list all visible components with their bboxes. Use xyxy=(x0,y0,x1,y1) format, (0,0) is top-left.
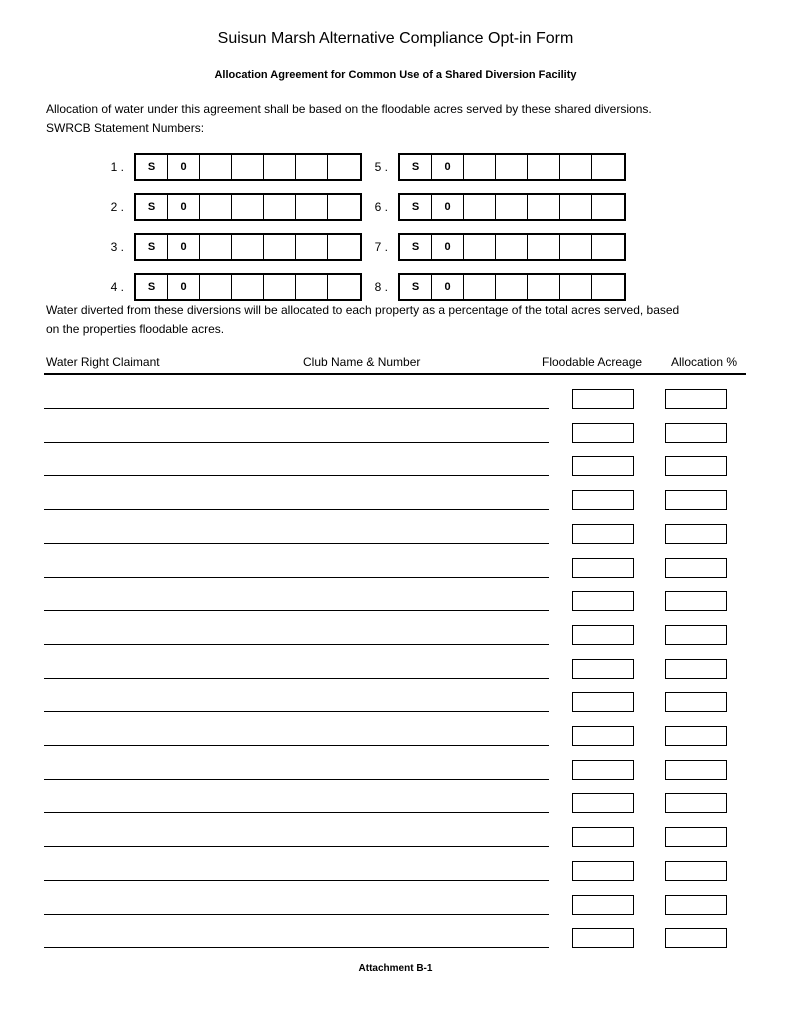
column-header-allocation: Allocation % xyxy=(671,355,738,369)
claimant-club-line[interactable] xyxy=(44,812,549,813)
statement-digit-cell[interactable] xyxy=(560,155,592,179)
allocation-percent-box[interactable] xyxy=(665,827,727,847)
statement-digit-cell[interactable]: S xyxy=(136,235,168,259)
statement-digit-cell[interactable] xyxy=(328,275,360,299)
claimant-club-line[interactable] xyxy=(44,880,549,881)
claimant-club-line[interactable] xyxy=(44,779,549,780)
allocation-percent-box[interactable] xyxy=(665,490,727,510)
statement-digit-cell[interactable] xyxy=(200,195,232,219)
statement-number-field xyxy=(398,193,626,221)
claimant-club-line[interactable] xyxy=(44,846,549,847)
footer-attachment: Attachment B-1 xyxy=(358,963,433,974)
statement-digit-cell[interactable] xyxy=(560,275,592,299)
statement-digit-cell[interactable]: S xyxy=(136,195,168,219)
statement-digit-cell[interactable] xyxy=(464,195,496,219)
claimant-club-line[interactable] xyxy=(44,644,549,645)
floodable-acreage-box[interactable] xyxy=(572,726,634,746)
allocation-text-line-2: on the properties floodable acres. xyxy=(46,322,225,336)
statement-number-field xyxy=(398,153,626,181)
statement-digit-cell[interactable] xyxy=(296,195,328,219)
statement-number-label: 4 . xyxy=(110,280,124,294)
statement-digit-cell[interactable] xyxy=(232,275,264,299)
column-header-claimant: Water Right Claimant xyxy=(46,355,160,369)
claimant-club-line[interactable] xyxy=(44,543,549,544)
statement-digit-cell[interactable]: S xyxy=(400,235,432,259)
floodable-acreage-box[interactable] xyxy=(572,625,634,645)
statement-digit-cell[interactable] xyxy=(328,155,360,179)
claimant-club-line[interactable] xyxy=(44,509,549,510)
statement-digit-cell[interactable] xyxy=(592,235,624,259)
allocation-percent-box[interactable] xyxy=(665,389,727,409)
floodable-acreage-box[interactable] xyxy=(572,895,634,915)
statement-digit-cell[interactable] xyxy=(232,195,264,219)
statement-number-label: 8 . xyxy=(374,280,388,294)
allocation-percent-box[interactable] xyxy=(665,558,727,578)
floodable-acreage-box[interactable] xyxy=(572,389,634,409)
statement-digit-cell[interactable] xyxy=(496,195,528,219)
allocation-percent-box[interactable] xyxy=(665,692,727,712)
claimant-club-line[interactable] xyxy=(44,475,549,476)
statement-digit-cell[interactable] xyxy=(264,155,296,179)
allocation-percent-box[interactable] xyxy=(665,456,727,476)
statement-digit-cell[interactable] xyxy=(264,235,296,259)
statement-digit-cell[interactable]: S xyxy=(400,155,432,179)
statement-digit-cell[interactable] xyxy=(560,235,592,259)
statement-number-label: 5 . xyxy=(374,160,388,174)
statement-number-field xyxy=(134,233,362,261)
statement-digit-cell[interactable] xyxy=(528,155,560,179)
statement-digit-cell[interactable]: 0 xyxy=(168,155,200,179)
statement-number-field xyxy=(134,193,362,221)
allocation-percent-box[interactable] xyxy=(665,793,727,813)
statement-digit-cell[interactable] xyxy=(496,155,528,179)
floodable-acreage-box[interactable] xyxy=(572,456,634,476)
statement-digit-cell[interactable] xyxy=(592,195,624,219)
allocation-percent-box[interactable] xyxy=(665,423,727,443)
statement-digit-cell[interactable]: S xyxy=(400,195,432,219)
statement-number-field xyxy=(134,153,362,181)
header-divider xyxy=(44,373,746,375)
floodable-acreage-box[interactable] xyxy=(572,760,634,780)
statement-number-field xyxy=(398,233,626,261)
claimant-club-line[interactable] xyxy=(44,577,549,578)
statement-number-label: 2 . xyxy=(110,200,124,214)
claimant-club-line[interactable] xyxy=(44,610,549,611)
statement-digit-cell[interactable]: 0 xyxy=(432,235,464,259)
statement-number-label: 7 . xyxy=(374,240,388,254)
statement-digit-cell[interactable]: 0 xyxy=(168,235,200,259)
floodable-acreage-box[interactable] xyxy=(572,827,634,847)
statement-digit-cell[interactable]: S xyxy=(400,275,432,299)
floodable-acreage-box[interactable] xyxy=(572,928,634,948)
statement-digit-cell[interactable] xyxy=(560,195,592,219)
allocation-percent-box[interactable] xyxy=(665,928,727,948)
statement-digit-cell[interactable] xyxy=(328,195,360,219)
statement-digit-cell[interactable] xyxy=(464,235,496,259)
statement-number-label: 3 . xyxy=(110,240,124,254)
allocation-percent-box[interactable] xyxy=(665,760,727,780)
floodable-acreage-box[interactable] xyxy=(572,793,634,813)
floodable-acreage-box[interactable] xyxy=(572,692,634,712)
statement-digit-cell[interactable] xyxy=(296,155,328,179)
statement-digit-cell[interactable] xyxy=(528,195,560,219)
statement-digit-cell[interactable] xyxy=(328,235,360,259)
floodable-acreage-box[interactable] xyxy=(572,591,634,611)
intro-text: Allocation of water under this agreement shall be based on the floodable acres served by these shared diversions. xyxy=(46,102,652,116)
statement-number-label: 6 . xyxy=(374,200,388,214)
claimant-club-line[interactable] xyxy=(44,947,549,948)
statement-digit-cell[interactable] xyxy=(264,195,296,219)
floodable-acreage-box[interactable] xyxy=(572,659,634,679)
statement-heading: SWRCB Statement Numbers: xyxy=(46,121,205,135)
statement-digit-cell[interactable] xyxy=(592,155,624,179)
floodable-acreage-box[interactable] xyxy=(572,490,634,510)
allocation-percent-box[interactable] xyxy=(665,861,727,881)
floodable-acreage-box[interactable] xyxy=(572,524,634,544)
statement-number-label: 1 . xyxy=(110,160,124,174)
form-title: Suisun Marsh Alternative Compliance Opt-in Form xyxy=(217,30,574,47)
statement-number-field xyxy=(398,273,626,301)
floodable-acreage-box[interactable] xyxy=(572,861,634,881)
statement-digit-cell[interactable] xyxy=(232,155,264,179)
statement-digit-cell[interactable] xyxy=(592,275,624,299)
statement-digit-cell[interactable] xyxy=(296,275,328,299)
statement-digit-cell[interactable] xyxy=(264,275,296,299)
statement-digit-cell[interactable]: 0 xyxy=(432,195,464,219)
form-subtitle: Allocation Agreement for Common Use of a Shared Diversion Facility xyxy=(214,69,577,81)
claimant-club-line[interactable] xyxy=(44,745,549,746)
statement-digit-cell[interactable] xyxy=(200,155,232,179)
column-header-club: Club Name & Number xyxy=(303,355,421,369)
allocation-percent-box[interactable] xyxy=(665,726,727,746)
claimant-club-line[interactable] xyxy=(44,442,549,443)
allocation-percent-box[interactable] xyxy=(665,591,727,611)
statement-digit-cell[interactable] xyxy=(232,235,264,259)
statement-digit-cell[interactable]: 0 xyxy=(432,155,464,179)
statement-number-field xyxy=(134,273,362,301)
claimant-club-line[interactable] xyxy=(44,711,549,712)
statement-digit-cell[interactable] xyxy=(464,275,496,299)
column-header-acreage: Floodable Acreage xyxy=(542,355,643,369)
statement-digit-cell[interactable] xyxy=(496,235,528,259)
statement-digit-cell[interactable]: 0 xyxy=(432,275,464,299)
statement-digit-cell[interactable] xyxy=(200,235,232,259)
statement-digit-cell[interactable] xyxy=(464,155,496,179)
allocation-percent-box[interactable] xyxy=(665,895,727,915)
allocation-percent-box[interactable] xyxy=(665,524,727,544)
allocation-percent-box[interactable] xyxy=(665,625,727,645)
allocation-text-line-1: Water diverted from these diversions will be allocated to each property as a percentage of the total acres served, based xyxy=(46,303,680,317)
claimant-club-line[interactable] xyxy=(44,678,549,679)
allocation-percent-box[interactable] xyxy=(665,659,727,679)
statement-digit-cell[interactable] xyxy=(496,275,528,299)
claimant-club-line[interactable] xyxy=(44,408,549,409)
statement-digit-cell[interactable]: S xyxy=(136,155,168,179)
statement-digit-cell[interactable] xyxy=(528,275,560,299)
statement-digit-cell[interactable]: 0 xyxy=(168,195,200,219)
statement-digit-cell[interactable] xyxy=(296,235,328,259)
claimant-club-line[interactable] xyxy=(44,914,549,915)
floodable-acreage-box[interactable] xyxy=(572,423,634,443)
statement-digit-cell[interactable]: S xyxy=(136,275,168,299)
statement-digit-cell[interactable]: 0 xyxy=(168,275,200,299)
floodable-acreage-box[interactable] xyxy=(572,558,634,578)
statement-digit-cell[interactable] xyxy=(528,235,560,259)
statement-digit-cell[interactable] xyxy=(200,275,232,299)
